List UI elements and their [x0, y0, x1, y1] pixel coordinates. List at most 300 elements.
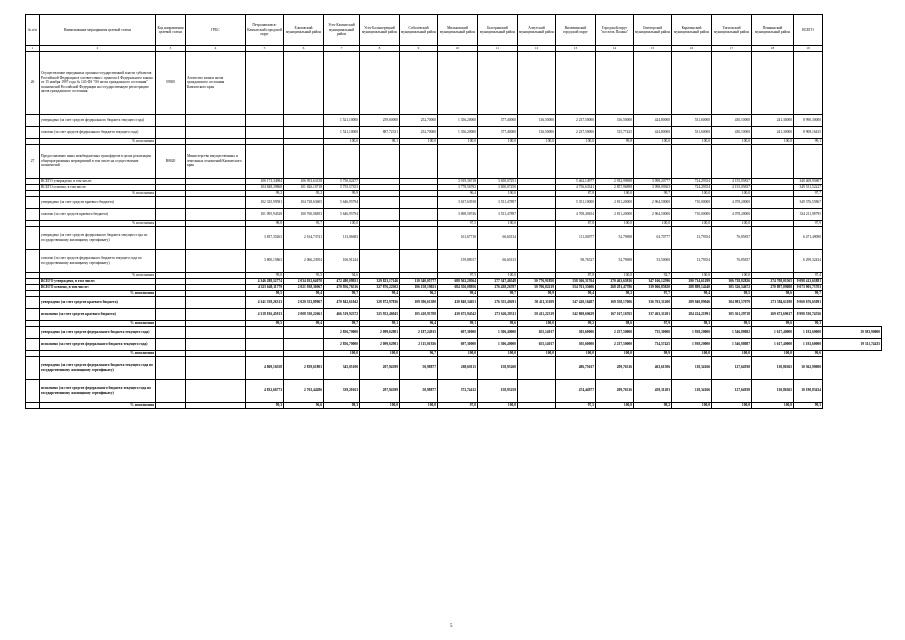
row-number [26, 326, 40, 338]
value-cell [518, 144, 556, 178]
value-cell: 63,70777 [634, 226, 672, 249]
value-cell: 66,60134 [478, 226, 518, 249]
row-label: утверждено (за счет средств федерального бюджета текущего года) [40, 326, 156, 338]
row-label: % исполнения [40, 320, 156, 326]
row-label: Предоставление иных межбюджетных трансфертов в целях реализации общепрограммных мероприятий в том числе на осуществление полномочий [40, 144, 156, 178]
value-cell: 241,30000 [752, 126, 794, 138]
value-cell: 655,14017 [518, 326, 556, 338]
value-cell: 3 800,15863 [246, 249, 284, 272]
value-cell: 101 095,94528 [246, 208, 284, 220]
value-cell: 159,88017 [438, 249, 478, 272]
value-cell: 97,4 [794, 272, 823, 278]
value-cell: 4 155,05837 [712, 178, 752, 184]
value-cell: 99,2 [596, 290, 634, 296]
value-cell: 2 811,20000 [596, 196, 634, 208]
value-cell: 470 842,61042 [324, 296, 360, 308]
value-cell [400, 249, 438, 272]
value-cell [752, 51, 794, 114]
value-cell: 95,7 [284, 220, 324, 226]
column-number: 16 [672, 46, 712, 52]
value-cell [556, 144, 596, 178]
value-cell [518, 402, 556, 408]
value-cell: 2 237,50000 [556, 126, 596, 138]
value-cell: 424,80000 [634, 114, 672, 126]
value-cell: 100,0 [712, 402, 752, 408]
value-cell: 100,0 [672, 350, 712, 356]
grbs-cell [186, 379, 246, 402]
value-cell: 325 952,46945 [360, 308, 400, 320]
table-row [26, 338, 882, 350]
row-label: утверждено (за счет средств федерального бюджета текущего года по государственному жилищному сертификату) [40, 356, 156, 379]
value-cell: 4 078,20000 [712, 196, 752, 208]
value-cell: 167 167,16765 [596, 308, 634, 320]
code-cell [156, 402, 186, 408]
value-cell [246, 326, 284, 338]
column-number: 1 [26, 46, 40, 52]
value-cell: 531,60000 [672, 114, 712, 126]
value-cell: 50 411,31109 [518, 296, 556, 308]
value-cell: 430 840,34651 [438, 296, 478, 308]
value-cell: 100,0 [596, 350, 634, 356]
row-label: % исполнения [40, 220, 156, 226]
value-cell: 100,0 [634, 138, 672, 144]
row-number [26, 402, 40, 408]
row-number [26, 338, 40, 350]
value-cell: 99,7 [478, 290, 518, 296]
value-cell: 100,0 [752, 138, 794, 144]
column-number: 6 [284, 46, 324, 52]
value-cell: 306 728,82826 [712, 278, 752, 284]
value-cell: 474,44977 [556, 379, 596, 402]
value-cell: 99,8 [596, 138, 634, 144]
grbs-cell [186, 114, 246, 126]
value-cell [360, 144, 400, 178]
value-cell: 336 763,31200 [634, 296, 672, 308]
value-cell: 95,2 [284, 190, 324, 196]
value-cell [360, 208, 400, 220]
row-label: % исполнения [40, 138, 156, 144]
value-cell [518, 226, 556, 249]
value-cell: 100,0 [672, 190, 712, 196]
value-cell: 531,60000 [672, 126, 712, 138]
value-cell: 207,94399 [360, 379, 400, 402]
value-cell: 430 675,94542 [438, 308, 478, 320]
value-cell: 710,00000 [672, 208, 712, 220]
value-cell: 328 872,97836 [360, 296, 400, 308]
value-cell: 100,0 [556, 350, 596, 356]
value-cell: 430,10000 [712, 114, 752, 126]
code-cell [156, 226, 186, 249]
value-cell: 106 953,63158 [284, 178, 324, 184]
value-cell: 5 462,14977 [556, 178, 596, 184]
value-cell: 316,50000 [596, 114, 634, 126]
value-cell: 315,77425 [596, 126, 634, 138]
table-row [26, 51, 882, 114]
row-number: 27 [26, 144, 40, 178]
column-header: Пенжинский муниципальный район [752, 15, 794, 46]
expenditure-table [25, 14, 882, 409]
code-cell [156, 338, 186, 350]
value-cell: 724,29354 [672, 178, 712, 184]
value-cell: 100,0 [478, 220, 518, 226]
table-row [26, 326, 882, 338]
value-cell: 87,8 [556, 272, 596, 278]
value-cell [360, 51, 400, 114]
value-cell: 97,7 [634, 290, 672, 296]
value-cell: 269,60115 [438, 356, 478, 379]
code-cell [156, 296, 186, 308]
value-cell: 99,4 [438, 290, 478, 296]
row-label: исполнено (за счет средств федерального бюджета текущего года) [40, 338, 156, 350]
value-cell: 276 438,26787 [478, 284, 518, 290]
table-row [26, 379, 882, 402]
value-cell: 100,0 [438, 138, 478, 144]
value-cell: 349 376,55867 [794, 196, 823, 208]
grbs-cell [186, 338, 246, 350]
grbs-cell [186, 208, 246, 220]
column-header: № п/п [26, 15, 40, 46]
value-cell [794, 144, 823, 178]
value-cell: 87,8 [556, 220, 596, 226]
value-cell: 4 155,05837 [712, 184, 752, 190]
value-cell: 252,70000 [400, 114, 438, 126]
value-cell: 101 826,10718 [284, 184, 324, 190]
value-cell: 2 964,50000 [634, 196, 672, 208]
value-cell: 113,06683 [324, 226, 360, 249]
value-cell: 19 311,74435 [823, 338, 882, 350]
value-cell: 377,40000 [478, 126, 518, 138]
value-cell: 97,0 [438, 402, 478, 408]
value-cell: 710,00000 [672, 196, 712, 208]
value-cell: 1 306,40000 [478, 326, 518, 338]
value-cell: 305 361,29718 [712, 308, 752, 320]
value-cell [518, 196, 556, 208]
value-cell: 100,0 [712, 350, 752, 356]
column-number: 19 [794, 46, 823, 52]
value-cell [478, 51, 518, 114]
value-cell: 100,0 [518, 138, 556, 144]
value-cell [794, 51, 823, 114]
value-cell [246, 51, 284, 114]
value-cell: 6 299,32434 [794, 249, 823, 272]
value-cell: 158,93260 [478, 356, 518, 379]
value-cell [712, 144, 752, 178]
value-cell [400, 51, 438, 114]
value-cell [712, 51, 752, 114]
value-cell: 98,6 [596, 320, 634, 326]
value-cell: 697,30000 [438, 338, 478, 350]
column-number: 5 [246, 46, 284, 52]
value-cell [752, 249, 794, 272]
value-cell: 97,7 [794, 190, 823, 196]
column-number: 14 [596, 46, 634, 52]
value-cell: 102 335,99581 [246, 196, 284, 208]
grbs-cell [186, 226, 246, 249]
value-cell: 1 617,40000 [752, 326, 794, 338]
value-cell: 9 073 905,73703 [794, 284, 823, 290]
grbs-cell: Агентство записи актов гражданского состояния Камчатского края [186, 51, 246, 114]
value-cell: 98,6 [752, 290, 794, 296]
value-cell: 53,50000 [634, 249, 672, 272]
value-cell: 3 098,20777 [634, 178, 672, 184]
value-cell: 2 008 330,22661 [284, 308, 324, 320]
value-cell: 100,0 [672, 220, 712, 226]
value-cell: 99,7 [324, 320, 360, 326]
value-cell: 697,30000 [438, 326, 478, 338]
value-cell: 100,0 [556, 138, 596, 144]
value-cell: 337 463,31201 [634, 308, 672, 320]
value-cell: 547 420,16487 [556, 296, 596, 308]
value-cell: 334 211,98795 [794, 208, 823, 220]
value-cell: 100,0 [324, 138, 360, 144]
row-label: ВСЕГО утверждено, в том числе: [40, 178, 156, 184]
row-number [26, 249, 40, 272]
code-cell [156, 196, 186, 208]
table-row [26, 208, 882, 220]
row-number [26, 208, 40, 220]
value-cell: 273 384,61180 [752, 296, 794, 308]
row-label: утверждено (за счет средств федерального бюджета текущего года по государственному жилищному сертификату) [40, 226, 156, 249]
table-row [26, 296, 882, 308]
row-label: освоено (за счет средств федерального бюджета текущего года) [40, 126, 156, 138]
value-cell: 2 020 333,89967 [284, 296, 324, 308]
value-cell: 4 756,63341 [556, 184, 596, 190]
value-cell: 100,0 [672, 402, 712, 408]
value-cell [246, 144, 284, 178]
value-cell [400, 196, 438, 208]
value-cell: 3 919,36718 [438, 178, 478, 184]
value-cell: 305 326,54672 [712, 284, 752, 290]
row-label: утверждено (за счет средств федерального бюджета текущего года) [40, 114, 156, 126]
value-cell: 100,0 [596, 190, 634, 196]
code-cell [156, 308, 186, 320]
value-cell: 1 938,20000 [672, 338, 712, 350]
value-cell: 110 340,05777 [400, 278, 438, 284]
row-number [26, 296, 40, 308]
value-cell: 99,3 [794, 402, 823, 408]
grbs-cell [186, 308, 246, 320]
column-header: Вилючинский городской округ [556, 15, 596, 46]
value-cell: 96,4 [438, 190, 478, 196]
value-cell: 52,79698 [596, 226, 634, 249]
row-number [26, 196, 40, 208]
value-cell: 284 224,21991 [672, 308, 712, 320]
value-cell: 3 650,07251 [478, 178, 518, 184]
value-cell: 3 778,56782 [438, 184, 478, 190]
value-cell: 1 521,10000 [324, 126, 360, 138]
value-cell: 99,9 [634, 350, 672, 356]
row-label: исполнено (за счет средств федерального бюджета текущего года по государственному жилищному сертификату) [40, 379, 156, 402]
value-cell: 327 876,22302 [360, 284, 400, 290]
value-cell [752, 208, 794, 220]
value-cell: 99,4 [284, 320, 324, 326]
value-cell: 273 626,28311 [478, 308, 518, 320]
value-cell: 339 066,85820 [634, 284, 672, 290]
value-cell: 734,57425 [634, 338, 672, 350]
column-header: Соболевский муниципальный район [400, 15, 438, 46]
column-number: 15 [634, 46, 672, 52]
row-label: ВСЕГО освоено, в том числе: [40, 184, 156, 190]
column-header: Петропавловск-Камчатский городской округ [246, 15, 284, 46]
value-cell: 2 856,70000 [324, 326, 360, 338]
value-cell: 66,60133 [478, 249, 518, 272]
value-cell: 99,3 [246, 402, 284, 408]
value-cell [246, 338, 284, 350]
value-cell: 304 983,57079 [712, 296, 752, 308]
value-cell [438, 144, 478, 178]
value-cell: 3 098,09303 [634, 184, 672, 190]
value-cell [752, 226, 794, 249]
value-cell [400, 226, 438, 249]
value-cell: 2 099,62981 [360, 338, 400, 350]
value-cell: 305,60000 [556, 338, 596, 350]
value-cell: 100,0 [478, 138, 518, 144]
row-label: ВСЕГО освоено, в том числе: [40, 284, 156, 290]
page-number: 5 [450, 624, 453, 629]
value-cell: 130,86365 [752, 356, 794, 379]
table-row [26, 126, 882, 138]
value-cell [478, 144, 518, 178]
value-cell: 259,60000 [360, 114, 400, 126]
column-header: Тигильский муниципальный район [712, 15, 752, 46]
value-cell: 99,0 [246, 272, 284, 278]
value-cell: 97,5 [438, 272, 478, 278]
value-cell: 459,31203 [634, 379, 672, 402]
value-cell: 158,93259 [478, 379, 518, 402]
value-cell: 99,5 [712, 320, 752, 326]
value-cell [284, 126, 324, 138]
value-cell: 6 471,49090 [794, 226, 823, 249]
value-cell: 2 164,73741 [284, 226, 324, 249]
value-cell: 50,98877 [400, 379, 438, 402]
value-cell: 5 750,02477 [324, 178, 360, 184]
value-cell [634, 144, 672, 178]
column-number: 7 [324, 46, 360, 52]
value-cell: 98,3 [672, 320, 712, 326]
value-cell: 100,0 [596, 220, 634, 226]
value-cell: 329 823,17146 [360, 278, 400, 284]
value-cell: 96,6 [284, 402, 324, 408]
column-header: Мильковский муниципальный район [438, 15, 478, 46]
value-cell: 99,2 [556, 320, 596, 326]
value-cell: 347 166,12596 [634, 278, 672, 284]
value-cell [752, 144, 794, 178]
value-cell: 269 673,69617 [752, 308, 794, 320]
grbs-cell [186, 402, 246, 408]
value-cell: 136,50000 [518, 114, 556, 126]
value-cell: 96,4 [400, 320, 438, 326]
value-cell: 100,0 [478, 350, 518, 356]
table-row [26, 114, 882, 126]
value-cell: 349 531,52227 [794, 184, 823, 190]
value-cell: 2 932,99698 [596, 178, 634, 184]
value-cell: 3 837,35263 [246, 226, 284, 249]
value-cell: 99,7 [794, 290, 823, 296]
value-cell: 1 521,10000 [324, 114, 360, 126]
value-cell: 2 839,61803 [284, 356, 324, 379]
value-cell: 4 078,20000 [712, 208, 752, 220]
column-number: 11 [478, 46, 518, 52]
value-cell: 99,7 [634, 190, 672, 196]
value-cell: 1 546,88087 [712, 338, 752, 350]
value-cell: 724,29354 [672, 184, 712, 190]
value-cell: 96,7 [400, 350, 438, 356]
row-number [26, 379, 40, 402]
code-cell [156, 208, 186, 220]
code-cell [156, 379, 186, 402]
value-cell [400, 208, 438, 220]
value-cell: 1 546,88082 [712, 326, 752, 338]
value-cell [518, 51, 556, 114]
value-cell: 558 366,31764 [556, 278, 596, 284]
value-cell: 270 463,65816 [596, 278, 634, 284]
value-cell: 100,0 [712, 190, 752, 196]
table-body [26, 51, 882, 408]
column-number: 8 [360, 46, 400, 52]
value-cell: 345,05100 [324, 356, 360, 379]
value-cell: 1 306,40000 [478, 338, 518, 350]
value-cell: 2 857,96898 [596, 184, 634, 190]
value-cell: 2 099,62981 [360, 326, 400, 338]
value-cell: 109 396,61380 [400, 296, 438, 308]
row-number: 26 [26, 51, 40, 114]
row-number [26, 114, 40, 126]
row-label: освоено (за счет средств федерального бюджета текущего года по государственному жилищному сертификату) [40, 249, 156, 272]
row-number [26, 308, 40, 320]
value-cell: 207,94399 [360, 356, 400, 379]
value-cell [284, 51, 324, 114]
row-label: % исполнения [40, 402, 156, 408]
value-cell: 9 060 676,63091 [794, 296, 823, 308]
value-cell: 98,2 [634, 402, 672, 408]
value-cell [672, 144, 712, 178]
table-row [26, 402, 882, 408]
grbs-cell [186, 296, 246, 308]
column-number: 18 [752, 46, 794, 52]
value-cell: 277 347,46548 [478, 278, 518, 284]
value-cell: 100,0 [752, 350, 794, 356]
value-cell: 2 034 032,64070 [284, 278, 324, 284]
value-cell [518, 356, 556, 379]
value-cell: 270 897,89088 [752, 284, 794, 290]
value-cell: 99,6 [794, 350, 823, 356]
value-cell: 100,0 [712, 138, 752, 144]
value-cell: 1 356,20000 [438, 126, 478, 138]
grbs-cell [186, 249, 246, 272]
value-cell: 472 480,09921 [324, 278, 360, 284]
value-cell: 8 990 530,74556 [794, 308, 823, 320]
value-cell [596, 144, 634, 178]
column-number: 4 [186, 46, 246, 52]
value-cell: 100,0 [324, 350, 360, 356]
value-cell: 92,7 [634, 272, 672, 278]
value-cell: 655,14017 [518, 338, 556, 350]
value-cell: 2 763,44286 [284, 379, 324, 402]
column-header: Городской округ "поселок Палана" [596, 15, 634, 46]
value-cell: 5 755,57353 [324, 184, 360, 190]
value-cell: 111,04977 [556, 226, 596, 249]
row-number [26, 356, 40, 379]
row-label: % исполнения [40, 350, 156, 356]
value-cell: 3 531,47897 [478, 196, 518, 208]
value-cell: 2 856,70000 [324, 338, 360, 350]
value-cell: 99,1 [794, 138, 823, 144]
column-header: Быстринский муниципальный район [478, 15, 518, 46]
value-cell: 9 098 412,63881 [794, 278, 823, 284]
value-cell: 100,0 [712, 220, 752, 226]
code-cell: R0820 [156, 144, 186, 178]
value-cell: 127,64938 [712, 356, 752, 379]
